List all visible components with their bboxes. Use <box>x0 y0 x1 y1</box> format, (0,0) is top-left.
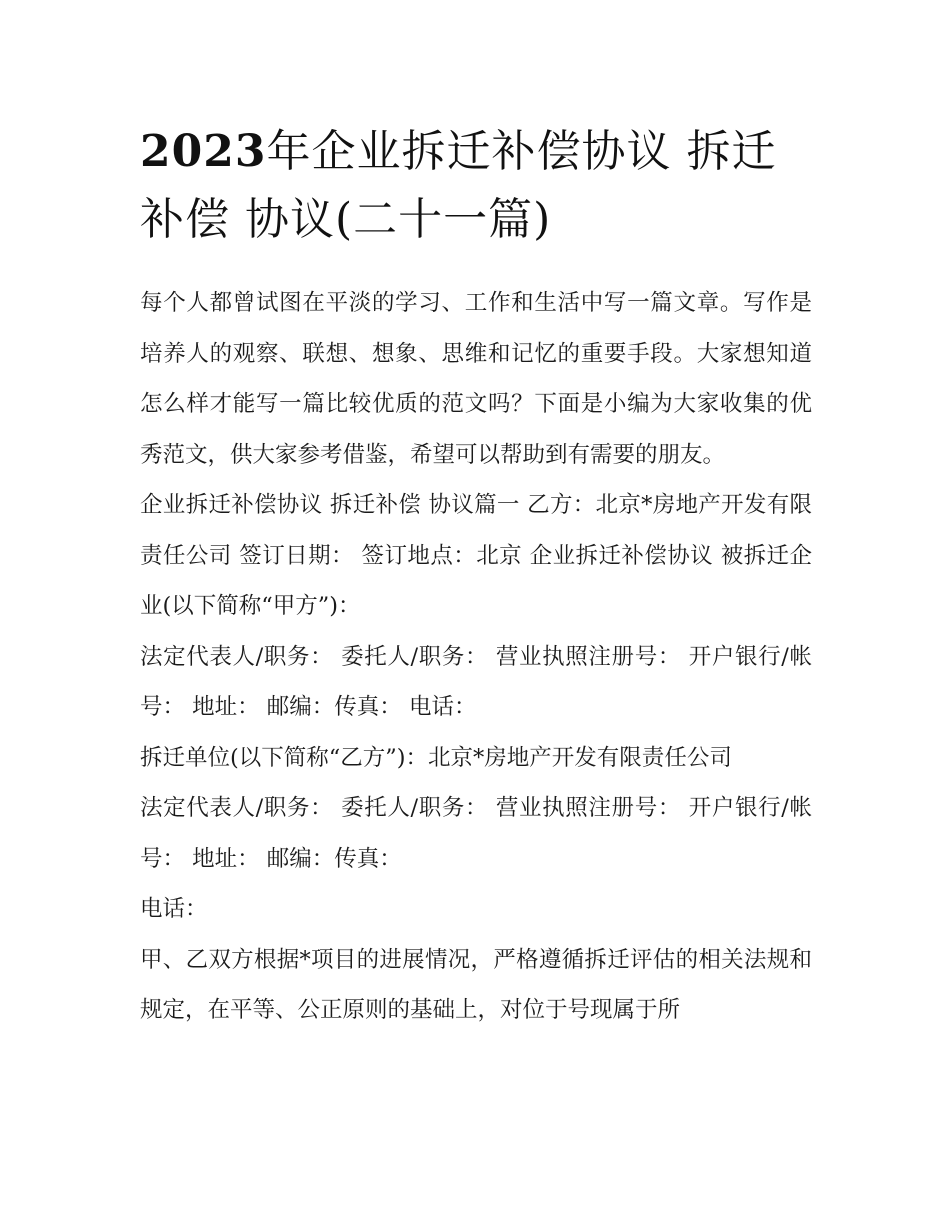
agreement-body-paragraph: 甲、乙双方根据*项目的进展情况，严格遵循拆迁评估的相关法规和规定，在平等、公正原则的基础上，对位于号现属于所 <box>140 946 812 1023</box>
agreement-header-paragraph: 企业拆迁补偿协议 拆迁补偿 协议篇一 乙方：北京*房地产开发有限责任公司 签订日期： 签订地点：北京 企业拆迁补偿协议 被拆迁企业(以下简称“甲方”)： <box>140 492 812 619</box>
party-b-info-paragraph: 法定代表人/职务： 委托人/职务： 营业执照注册号： 开户银行/帐号： 地址： 邮编：传真： <box>140 795 812 872</box>
intro-paragraph: 每个人都曾试图在平淡的学习、工作和生活中写一篇文章。写作是培养人的观察、联想、想象、思维和记忆的重要手段。大家想知道怎么样才能写一篇比较优质的范文吗？下面是小编为大家收集的优秀范文，供大家参考借鉴，希望可以帮助到有需要的朋友。 <box>140 290 812 468</box>
title-text: 年企业拆迁补偿协议 拆迁补偿 协议(二十一篇) <box>140 126 777 245</box>
party-b-phone-paragraph: 电话： <box>140 896 208 922</box>
document-body <box>140 278 812 1036</box>
document-title <box>140 118 810 254</box>
title-year: 2023 <box>140 126 267 177</box>
party-a-info-paragraph: 法定代表人/职务： 委托人/职务： 营业执照注册号： 开户银行/帐号： 地址： 邮编：传真： 电话： <box>140 643 812 720</box>
party-b-name-paragraph: 拆迁单位(以下简称“乙方”)：北京*房地产开发有限责任公司 <box>140 744 732 771</box>
